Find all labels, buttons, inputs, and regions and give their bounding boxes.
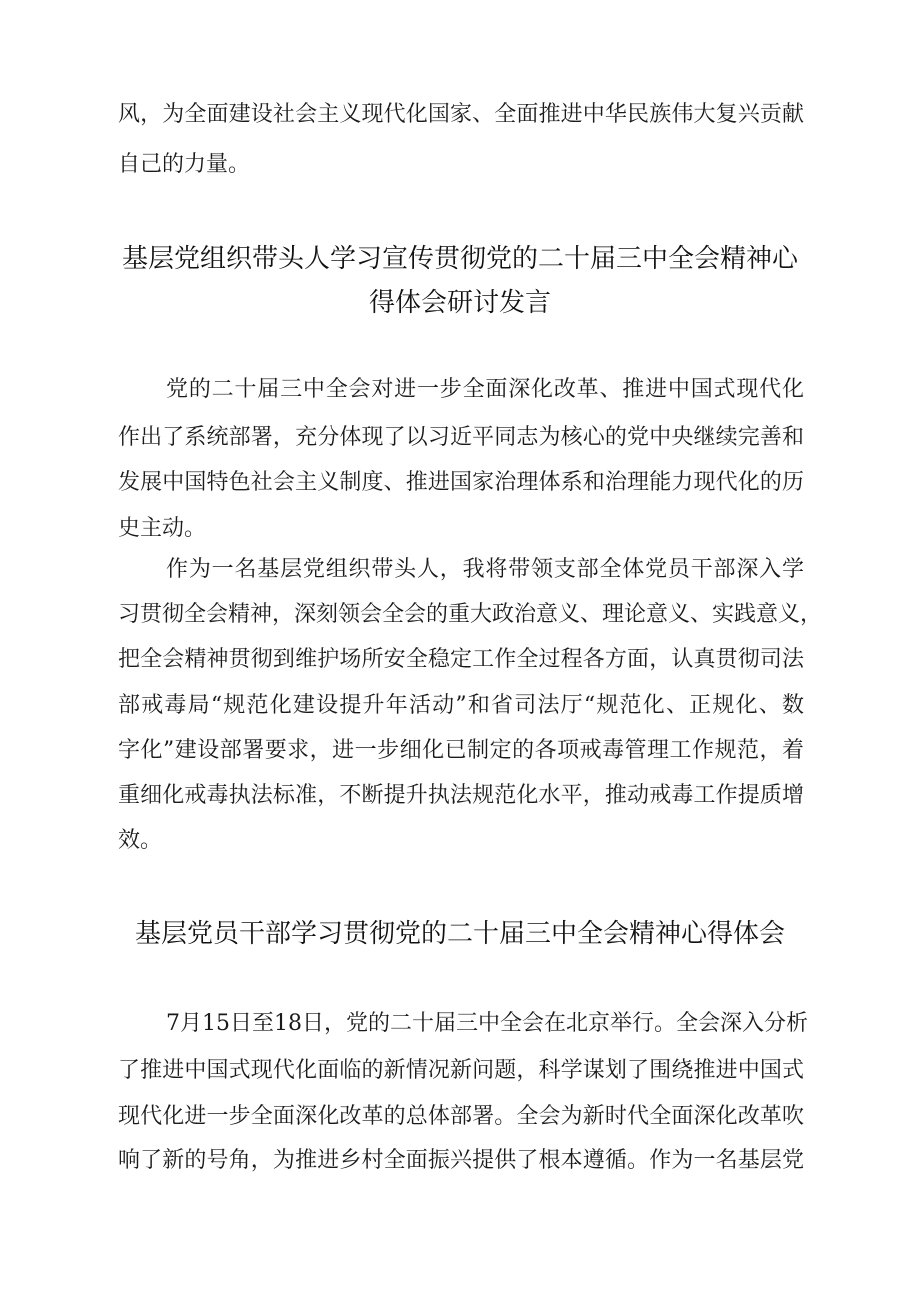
paragraph-line: 发展中国特色社会主义制度、推进国家治理体系和治理能力现代化的历 <box>118 470 804 495</box>
paragraph-line: 重细化戒毒执法标准，不断提升执法规范化水平，推动戒毒工作提质增 <box>118 783 804 808</box>
paragraph-line: 作为一名基层党组织带头人，我将带领支部全体党员干部深入学 <box>166 557 804 582</box>
intro-line: 风，为全面建设社会主义现代化国家、全面推进中华民族伟大复兴贡献 <box>118 102 804 127</box>
paragraph-line: 史主动。 <box>118 516 207 541</box>
section1-title: 基层党组织带头人学习宣传贯彻党的二十届三中全会精神心 <box>121 244 798 274</box>
paragraph-line: 党的二十届三中全会对进一步全面深化改革、推进中国式现代化 <box>166 377 804 402</box>
paragraph-line: 现代化进一步全面深化改革的总体部署。全会为新时代全面深化改革吹 <box>118 1104 804 1129</box>
paragraph-line: 习贯彻全会精神，深刻领会全会的重大政治意义、理论意义、实践意义， <box>118 602 823 627</box>
paragraph-line: 作出了系统部署，充分体现了以习近平同志为核心的党中央继续完善和 <box>118 425 804 450</box>
paragraph-line: 把全会精神贯彻到维护场所安全稳定工作全过程各方面，认真贯彻司法 <box>118 647 804 672</box>
paragraph-line: 了推进中国式现代化面临的新情况新问题，科学谋划了围绕推进中国式 <box>118 1058 804 1083</box>
intro-line: 自己的力量。 <box>118 152 251 177</box>
paragraph-line: 响了新的号角，为推进乡村全面振兴提供了根本遵循。作为一名基层党 <box>118 1148 804 1173</box>
paragraph-line: 效。 <box>118 828 163 853</box>
paragraph-line: 部戒毒局“规范化建设提升年活动”和省司法厅“规范化、正规化、数 <box>118 693 804 718</box>
section1-title: 得体会研讨发言 <box>368 288 551 318</box>
section2-title: 基层党员干部学习贯彻党的二十届三中全会精神心得体会 <box>134 919 785 949</box>
paragraph-line: 字化”建设部署要求，进一步细化已制定的各项戒毒管理工作规范，着 <box>118 738 804 763</box>
paragraph-line: 7月15日至18日，党的二十届三中全会在北京举行。全会深入分析 <box>166 1011 808 1036</box>
